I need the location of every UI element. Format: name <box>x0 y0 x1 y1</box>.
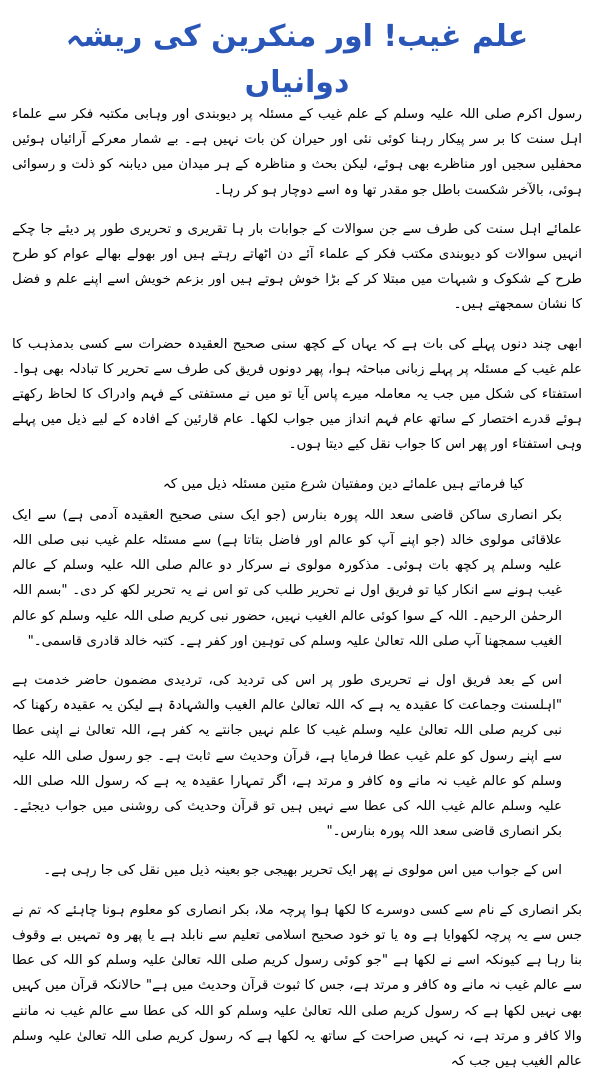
paragraph-istifta-question: بکر انصاری ساکن قاضی سعد اللہ پورہ بنارس (جو ایک سنی صحیح العقیدہ آدمی ہے) سے ایک علاقائی مولوی خالد (جو اپنے آپ کو عالم اور فاضل بتاتا ہے) سے مسئلہ علم غیب نبی صلی اللہ علیہ وسلم پر کچھ بات ہوئی۔ مذکورہ مولوی نے سرکار دو عالم صلی اللہ علیہ وسلم کے عالم غیب ہونے سے انکار کیا تو فریق اول نے تحریر طلب کی تو اس نے یہ تحریر لکھ کر دی۔ "بسم اللہ الرحمٰن الرحیم۔ اللہ کے سوا کوئی عالم الغیب نہیں، حضور نبی کریم صلی اللہ علیہ وسلم کو عالم الغیب سمجھنا آپ صلی اللہ تعالیٰ علیہ وسلم کی توہین اور کفر ہے۔ کتبہ خالد قادری قاسمی۔" <box>12 507 562 649</box>
paragraph-rebuttal: اس کے بعد فریق اول نے تحریری طور پر اس کی تردید کی، تردیدی مضمون حاضر خدمت ہے "اہلسنت وجماعت کا عقیدہ یہ ہے کہ اللہ تعالیٰ عالم الغیب والشہادۃ ہے لیکن یہ عقیدہ رکھنا کہ نبی کریم صلی اللہ تعالیٰ علیہ وسلم غیب کا علم نہیں جانتے یہ کفر ہے، اللہ تعالیٰ نے اپنی عطا سے اپنے رسول کو علم غیب عطا فرمایا ہے، قرآن وحدیث سے ثابت ہے۔ جو رسول صلی اللہ علیہ وسلم کو عالم غیب نہ مانے وہ کافر و مرتد ہے، اگر تمہارا عقیدہ یہ ہے کہ رسول اللہ صلی اللہ علیہ وسلم عالم غیب اللہ کی عطا سے نہیں ہیں تو قرآن وحدیث کی روشنی میں جواب دیجئے۔ بکر انصاری قاضی سعد اللہ پورہ بنارس۔" <box>12 673 562 840</box>
paragraph-scholars: علمائے اہل سنت کی طرف سے جن سوالات کے جوابات بار ہا تقریری و تحریری طور پر دیئے جا چکے انہیں سوالات کو دیوبندی مکتب فکر کے علماء آئے دن اٹھاتے رہتے ہیں اور بھولے بھالے عوام کو طرح طرح کے شکوک و شبہات میں مبتلا کر کے بڑا خوش ہوتے ہیں اور بزعم خویش اسے اپنے علم و فضل کا نشان سمجھتے ہیں۔ <box>12 221 582 313</box>
article-body <box>12 102 582 1074</box>
article-title: علم غیب! اور منکرین کی ریشہ دوانیاں <box>65 19 529 100</box>
paragraph-background: ابھی چند دنوں پہلے کی بات ہے کہ یہاں کے کچھ سنی صحیح العقیدہ حضرات سے کسی بدمذہب کا علم غیب کے مسئلہ پر پہلے زبانی مباحثہ ہوا، پھر دونوں فریق کی طرف سے تحریر کا تبادلہ بھی ہوا۔ استفتاء کی شکل میں جب یہ معاملہ میرے پاس آیا تو میں نے مستفتی کے فہم وادراک کا لحاظ رکھتے ہوئے قدرے اختصار کے ساتھ عام فہم انداز میں جواب لکھا۔ عام قارئین کے افادہ کے لیے ذیل میں پہلے وہی استفتاء اور پھر اس کا جواب نقل کیے دیتا ہوں۔ <box>12 336 582 453</box>
paragraph-reply-intro: اس کے جواب میں اس مولوی نے پھر ایک تحریر بھیجی جو بعینہ ذیل میں نقل کی جا رہی ہے۔ <box>43 863 562 879</box>
paragraph-reply-quote: بکر انصاری کے نام سے کسی دوسرے کا لکھا ہوا پرچہ ملا، بکر انصاری کو معلوم ہونا چاہئے کہ تم نے جس سے یہ پرچہ لکھوایا ہے وہ یا تو خود صحیح اسلامی تعلیم سے نابلد ہے یا پھر وہ تمہیں بے وقوف بنا رہا ہے کیونکہ اسے نے لکھا ہے "جو کوئی رسول کریم صلی اللہ تعالیٰ علیہ وسلم کو اللہ کی عطا سے عالم غیب نہ مانے وہ کافر و مرتد ہے، جس کا ثبوت قرآن وحدیث میں ہے" حالانکہ قرآن میں کہیں بھی نہیں لکھا ہے کہ رسول کریم صلی اللہ تعالیٰ علیہ وسلم کو اللہ کی عطا سے عالم غیب نہ ماننے والا کافر و مرتد ہے، نہ کہیں صراحت کے ساتھ یہ لکھا ہے کہ رسول کریم صلی اللہ تعالیٰ علیہ وسلم عالم الغیب ہیں جب کہ <box>12 902 582 1069</box>
paragraph-istifta-opening: کیا فرماتے ہیں علمائے دین ومفتیان شرع متین مسئلہ ذیل میں کہ <box>162 476 524 492</box>
paragraph-intro: رسول اکرم صلی اللہ علیہ وسلم کے علم غیب کے مسئلہ پر دیوبندی اور وہابی مکتبہ فکر سے علماء اہل سنت کا بر سر پیکار رہنا کوئی نئی اور حیران کن بات نہیں ہے۔ بے شمار معرکے آرائیاں ہوئیں محفلیں سجیں اور مناظرے بھی ہوئے، لیکن بحث و مناظرہ کے ہر میدان میں دیابنہ کو ذلت و رسوائی ہوئی، بالآخر شکست باطل جو مقدر تھا وہ اسے دوچار ہو کر رہا۔ <box>12 107 582 198</box>
